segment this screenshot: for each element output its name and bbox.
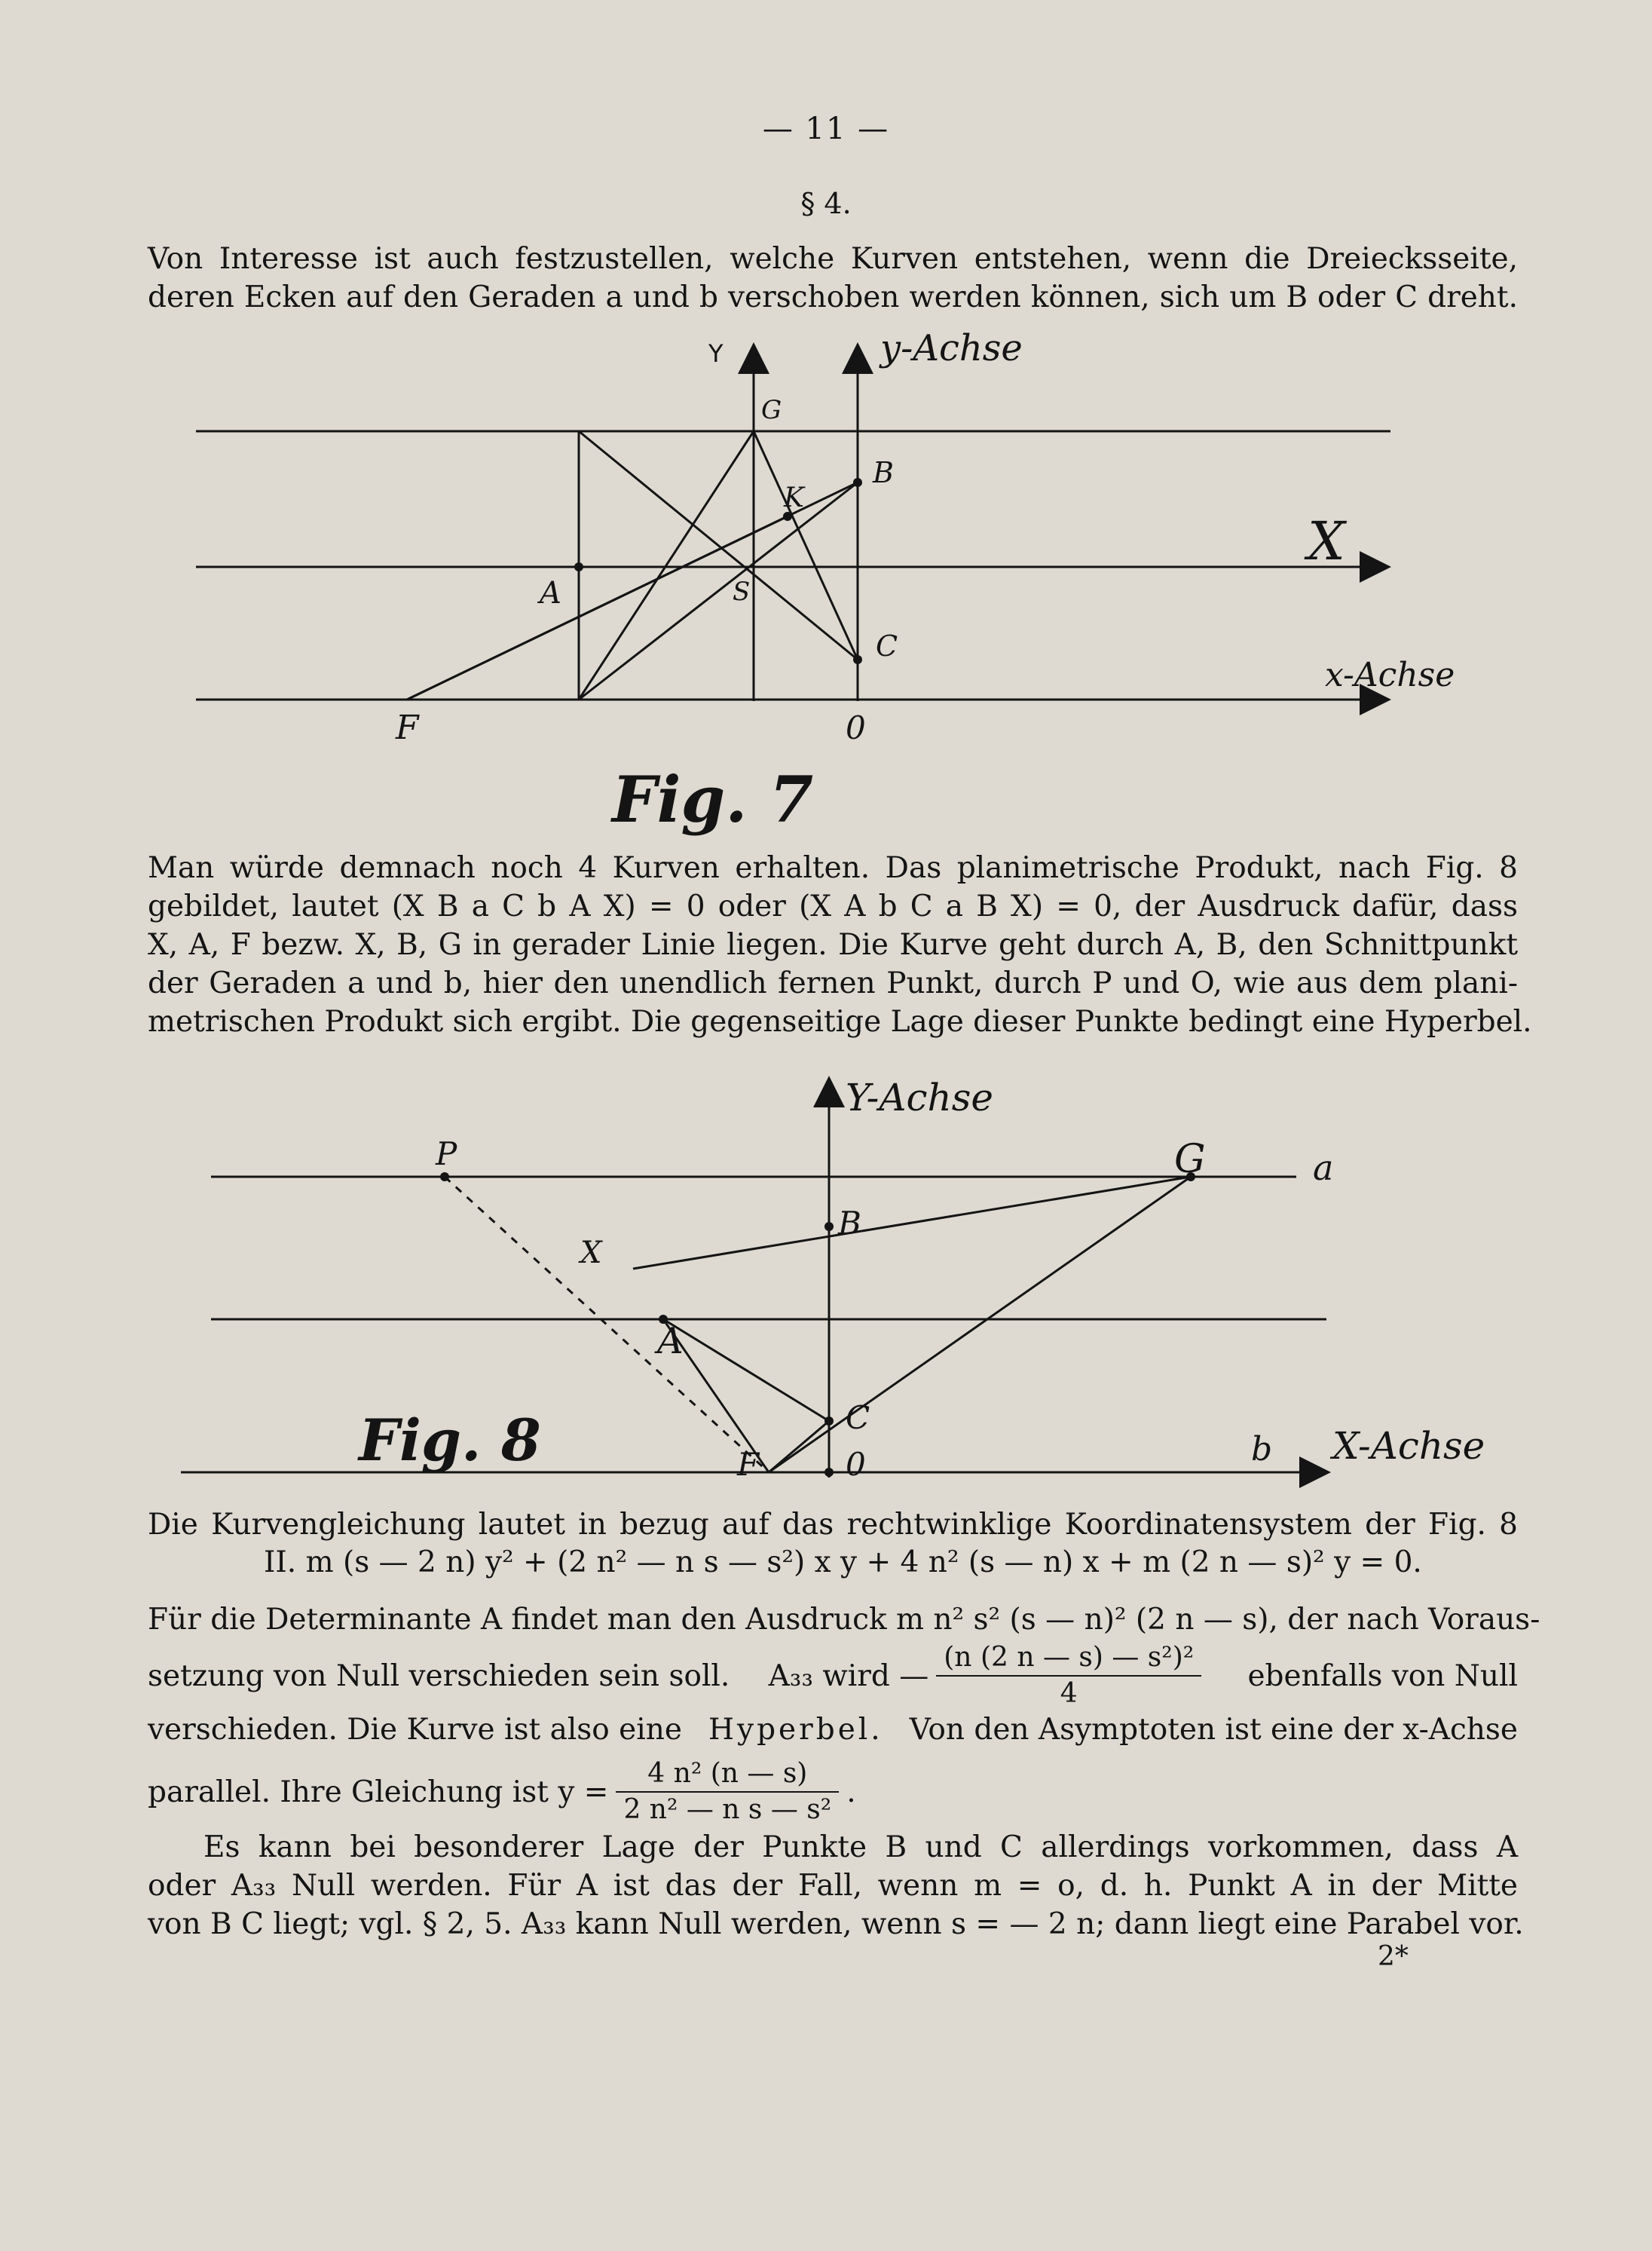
text-line: gebildet, lautet (X B a C b A X) = 0 oder (X A b C a B X) = 0, der Ausdruck dafür, dass — [148, 890, 1518, 923]
label-O: 0 — [846, 1446, 866, 1483]
label-G: G — [1174, 1137, 1206, 1182]
label-K: K — [784, 482, 804, 513]
point-B — [853, 478, 862, 487]
fraction-asymptote — [616, 1756, 839, 1827]
label-C: C — [876, 629, 898, 663]
diag-3 — [579, 482, 858, 700]
label-G: G — [761, 395, 782, 425]
line-to-C — [769, 1421, 829, 1472]
text-segment: Von den Asymptoten ist eine der x-Achse — [909, 1713, 1518, 1747]
text-segment: verschieden. Die Kurve ist also eine — [148, 1713, 682, 1747]
paragraph-3-line-6 — [148, 1756, 856, 1827]
diag-2 — [579, 431, 754, 700]
paragraph-3-line-5 — [148, 1713, 1518, 1747]
text-line: X, A, F bezw. X, B, G in gerader Linie liegen. Die Kurve geht durch A, B, den Schnittpunkt — [148, 928, 1518, 962]
text-segment: . — [846, 1775, 856, 1809]
text-segment: setzung von Null verschieden sein soll. — [148, 1658, 730, 1693]
line-X-B — [633, 1177, 1191, 1269]
paragraph-3-line-4 — [148, 1640, 1518, 1711]
figure-8-caption: Fig. 8 — [359, 1407, 541, 1474]
fraction-denominator: 4 — [1060, 1678, 1078, 1709]
figure-8 — [0, 1067, 1652, 1496]
text-line: Man würde demnach noch 4 Kurven erhalten. Das planimetrische Produkt, nach Fig. 8 — [148, 851, 1518, 885]
label-A: A — [540, 576, 561, 611]
point-C — [824, 1416, 834, 1426]
point-B — [824, 1222, 834, 1231]
label-Y: Y — [708, 339, 724, 368]
intro-paragraph — [148, 240, 1518, 317]
label-A: A — [657, 1320, 684, 1362]
paragraph-4 — [148, 1828, 1524, 1943]
text-line: Von Interesse ist auch festzustellen, welche Kurven entstehen, wenn die Dreiecksseite, — [148, 242, 1518, 276]
text-line: der Geraden a und b, hier den unendlich fernen Punkt, durch P und O, wie aus dem plani- — [148, 966, 1518, 1000]
label-b: b — [1251, 1430, 1273, 1469]
figure-7 — [0, 332, 1652, 874]
section-heading: § 4. — [800, 187, 852, 220]
text-segment: A₃₃ wird — — [768, 1658, 929, 1693]
label-x-achse: X-Achse — [1332, 1424, 1485, 1468]
fraction-numerator: 4 n² (n — s) — [616, 1756, 839, 1793]
text-line: Für die Determinante A findet man den Ausdruck m n² s² (s — n)² (2 n — s), der nach Voraus- — [148, 1603, 1540, 1637]
figure-7-caption: Fig. 7 — [612, 762, 814, 837]
paragraph-3-line-3 — [148, 1600, 1540, 1639]
label-F: F — [396, 709, 419, 747]
text-line: metrischen Produkt sich ergibt. Die gegenseitige Lage dieser Punkte bedingt eine Hyperbel. — [148, 1005, 1532, 1039]
label-B: B — [838, 1205, 861, 1242]
paragraph-2 — [148, 849, 1532, 1041]
fraction-numerator: (n (2 n — s) — s²)² — [936, 1640, 1201, 1677]
fraction-a33 — [936, 1640, 1201, 1711]
line-F-G — [769, 1177, 1191, 1472]
label-O: 0 — [846, 709, 866, 746]
label-P: P — [436, 1135, 457, 1172]
text-line: Es kann bei besonderer Lage der Punkte B und C allerdings vorkommen, dass A — [203, 1830, 1518, 1864]
text-line: oder A₃₃ Null werden. Für A ist das der Fall, wenn m = o, d. h. Punkt A in der Mitte — [148, 1869, 1518, 1903]
a33-expression — [769, 1640, 1210, 1711]
point-C — [853, 655, 862, 664]
diag-1 — [579, 431, 858, 660]
point-O — [824, 1468, 834, 1477]
page-number: — 11 — — [762, 112, 890, 146]
paragraph-3-line-1 — [148, 1505, 1518, 1544]
label-X: X — [1308, 510, 1345, 572]
fraction-denominator: 2 n² — n s — s² — [623, 1794, 832, 1825]
signature-mark: 2* — [1378, 1941, 1409, 1972]
label-y-achse: y-Achse — [880, 332, 1023, 369]
label-B: B — [873, 456, 894, 489]
label-S: S — [733, 577, 751, 607]
text-segment: ebenfalls von Null — [1247, 1658, 1518, 1693]
hyperbel-emphasis: Hyperbel. — [708, 1713, 883, 1747]
label-a: a — [1313, 1147, 1334, 1188]
label-C: C — [846, 1399, 870, 1436]
text-line: von B C liegt; vgl. § 2, 5. A₃₃ kann Null werden, wenn s = — 2 n; dann liegt eine Parabel vor. — [148, 1907, 1524, 1941]
point-A — [574, 562, 583, 571]
label-x-achse: x-Achse — [1325, 656, 1455, 694]
line-A-C — [663, 1319, 829, 1421]
point-P — [440, 1172, 449, 1181]
label-X: X — [580, 1236, 602, 1270]
text-line: Die Kurvengleichung lautet in bezug auf das rechtwinklige Koordinatensystem der Fig. 8 — [148, 1508, 1518, 1542]
text-segment: parallel. Ihre Gleichung ist y = — [148, 1775, 609, 1809]
text-line: deren Ecken auf den Geraden a und b verschoben werden können, sich um B oder C dreht. — [148, 280, 1518, 314]
label-y-achse: Y-Achse — [846, 1076, 993, 1119]
equation-II: II. m (s — 2 n) y² + (2 n² — n s — s²) x y + 4 n² (s — n) x + m (2 n — s)² y = 0. — [264, 1545, 1422, 1579]
diag-4 — [754, 431, 858, 660]
label-F: F — [737, 1446, 760, 1483]
